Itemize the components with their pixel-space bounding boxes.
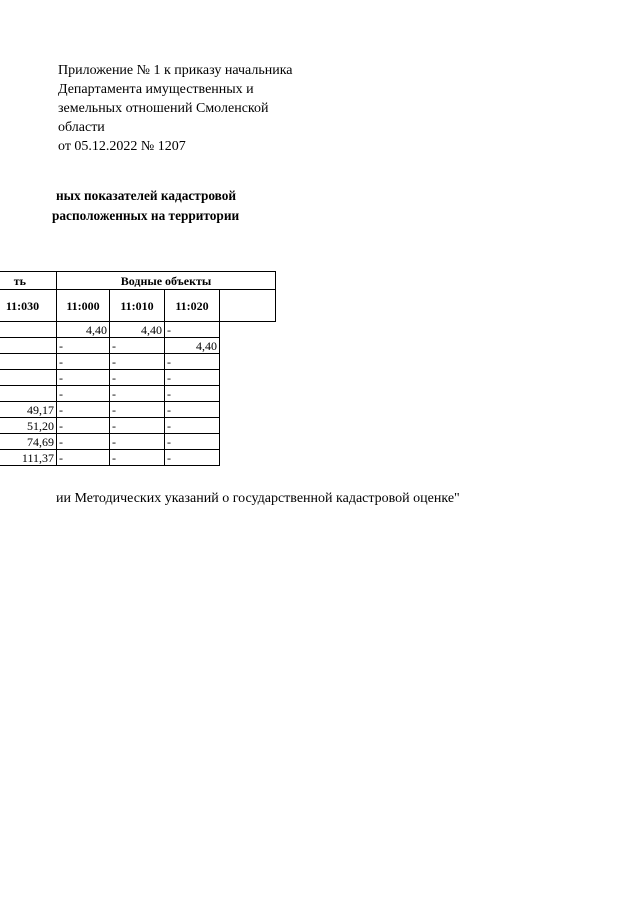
table-cell: - bbox=[165, 450, 220, 466]
table-cell bbox=[0, 386, 57, 402]
appendix-line: Департамента имущественных и bbox=[58, 82, 254, 97]
table-cell: 51,20 bbox=[0, 418, 57, 434]
table-cell: - bbox=[110, 370, 165, 386]
values-table bbox=[0, 271, 276, 466]
appendix-line: земельных отношений Смоленской bbox=[58, 101, 269, 116]
column-header bbox=[220, 290, 276, 322]
table-cell: - bbox=[57, 386, 110, 402]
table-row bbox=[0, 418, 276, 434]
column-header: 11:000 bbox=[57, 290, 110, 322]
table-cell: - bbox=[165, 322, 220, 338]
table-cell: - bbox=[110, 418, 165, 434]
appendix-line: области bbox=[58, 120, 105, 135]
table-cell: - bbox=[110, 354, 165, 370]
table-cell: 4,40 bbox=[110, 322, 165, 338]
table-cell: - bbox=[57, 434, 110, 450]
table-cell: 111,37 bbox=[0, 450, 57, 466]
column-header: 11:030 bbox=[0, 290, 57, 322]
table-row bbox=[0, 370, 276, 386]
table-cell bbox=[0, 322, 57, 338]
table-cell: - bbox=[110, 434, 165, 450]
table-row bbox=[0, 354, 276, 370]
table-cell: - bbox=[57, 338, 110, 354]
table-body bbox=[0, 322, 276, 466]
table-cell: - bbox=[165, 386, 220, 402]
group-header: ть bbox=[0, 272, 57, 290]
table-cell: - bbox=[57, 370, 110, 386]
table-cell: - bbox=[57, 402, 110, 418]
document-heading bbox=[0, 186, 400, 226]
table-cell bbox=[0, 370, 57, 386]
column-header: 11:010 bbox=[110, 290, 165, 322]
group-header-water-objects: Водные объекты bbox=[57, 272, 276, 290]
table-row bbox=[0, 434, 276, 450]
appendix-header bbox=[58, 61, 293, 156]
table-cell: - bbox=[57, 450, 110, 466]
heading-line: расположенных на территории bbox=[52, 208, 240, 223]
column-header: 11:020 bbox=[165, 290, 220, 322]
appendix-line: Приложение № 1 к приказу начальника bbox=[58, 63, 293, 78]
table-row bbox=[0, 402, 276, 418]
appendix-line: от 05.12.2022 № 1207 bbox=[58, 139, 186, 154]
table-row bbox=[0, 322, 276, 338]
table-cell: - bbox=[110, 338, 165, 354]
table-group-header-row bbox=[0, 272, 276, 290]
table-cell: - bbox=[110, 386, 165, 402]
table-cell: - bbox=[165, 370, 220, 386]
table-cell: - bbox=[165, 418, 220, 434]
table-cell: - bbox=[165, 402, 220, 418]
table-cell: 4,40 bbox=[165, 338, 220, 354]
table-cell bbox=[0, 354, 57, 370]
table-row bbox=[0, 338, 276, 354]
table-row bbox=[0, 450, 276, 466]
table-cell bbox=[0, 338, 57, 354]
table-row bbox=[0, 386, 276, 402]
heading-line: ных показателей кадастровой bbox=[56, 188, 237, 203]
table-cell: 49,17 bbox=[0, 402, 57, 418]
table-cell: - bbox=[165, 434, 220, 450]
table-cell: 74,69 bbox=[0, 434, 57, 450]
table-cell: - bbox=[165, 354, 220, 370]
table-cell: - bbox=[110, 402, 165, 418]
table-cell: 4,40 bbox=[57, 322, 110, 338]
table-column-header-row bbox=[0, 290, 276, 322]
table-cell: - bbox=[57, 354, 110, 370]
table-cell: - bbox=[57, 418, 110, 434]
table-cell: - bbox=[110, 450, 165, 466]
footnote: ии Методических указаний о государственной кадастровой оценке" bbox=[56, 491, 460, 506]
